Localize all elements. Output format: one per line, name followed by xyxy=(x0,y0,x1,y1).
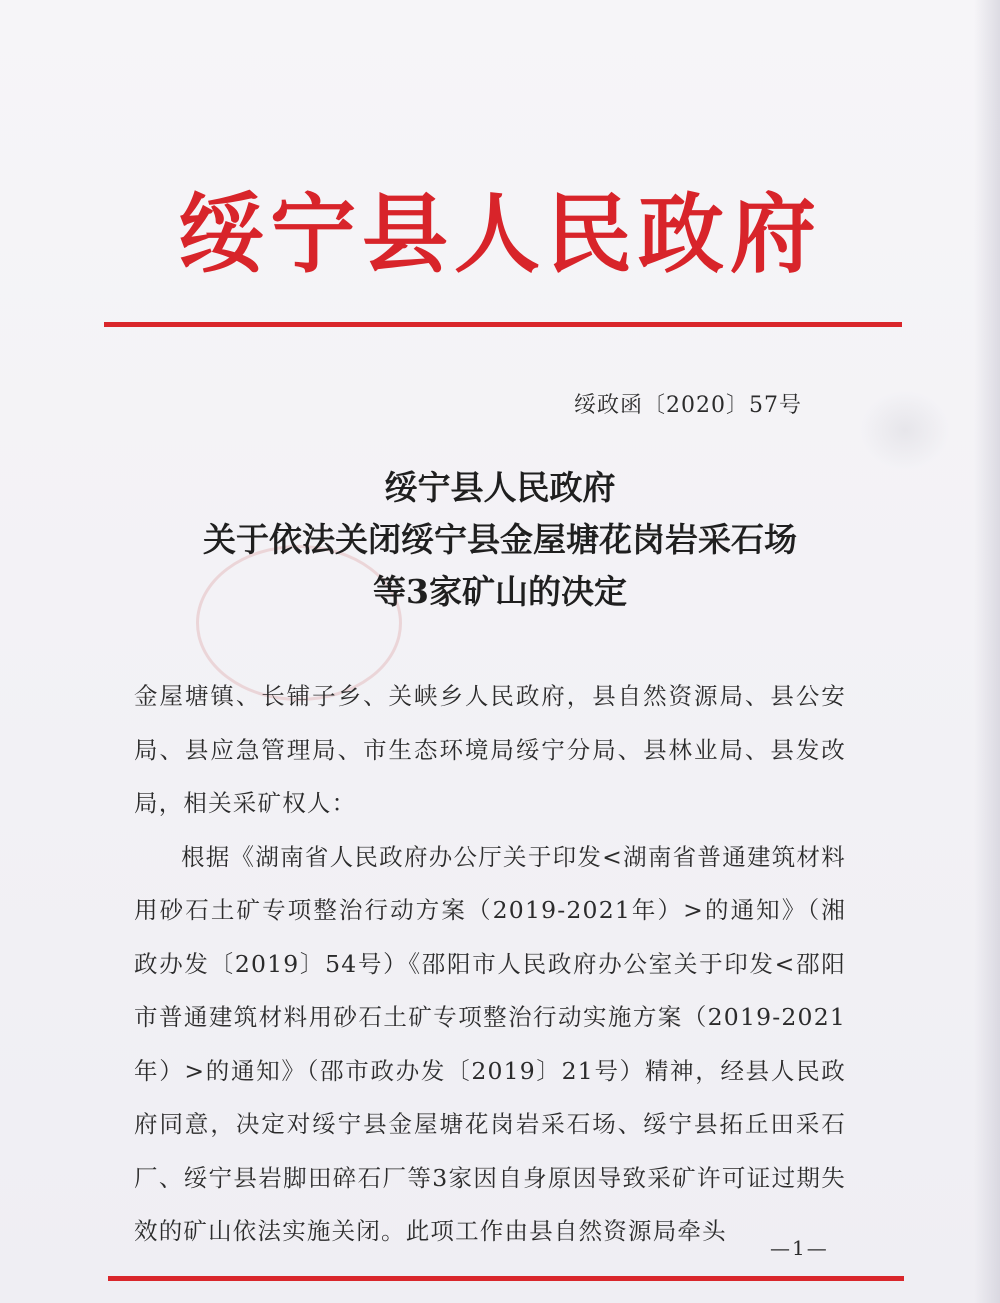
document-title xyxy=(0,462,1000,618)
document-body xyxy=(134,670,846,1259)
document-number: 绥政函〔2020〕57号 xyxy=(574,393,802,418)
footer-red-rule xyxy=(108,1276,904,1281)
title-line-1: 绥宁县人民政府 xyxy=(384,468,616,507)
masthead-title: 绥宁县人民政府 xyxy=(178,184,822,285)
masthead-red-rule xyxy=(104,322,902,327)
main-paragraph: 根据《湖南省人民政府办公厅关于印发<湖南省普通建筑材料用砂石土矿专项整治行动方案（2019-2021年）>的通知》（湘政办发〔2019〕54号）《邵阳市人民政府办公室关于印发<邵阳市普通建筑材料用砂石土矿专项整治行动实施方案（2019-2021年）>的通知》（邵市政办发〔2019〕21号）精神，经县人民政府同意，决定对绥宁县金屋塘花岗岩采石场、绥宁县拓丘田采石厂、绥宁县岩脚田碎石厂等3家因自身原因导致采矿许可证过期失效的矿山依法实施关闭。此项工作由县自然资源局牵头 xyxy=(134,842,846,1245)
paper-bleed-through xyxy=(860,390,950,470)
recipients-paragraph: 金屋塘镇、长铺子乡、关峡乡人民政府，县自然资源局、县公安局、县应急管理局、市生态环境局绥宁分局、县林业局、县发改局，相关采矿权人： xyxy=(134,682,846,817)
title-line-3: 等3家矿山的决定 xyxy=(373,572,627,611)
title-line-2: 关于依法关闭绥宁县金屋塘花岗岩采石场 xyxy=(203,520,797,559)
page-number: —1— xyxy=(770,1236,829,1260)
